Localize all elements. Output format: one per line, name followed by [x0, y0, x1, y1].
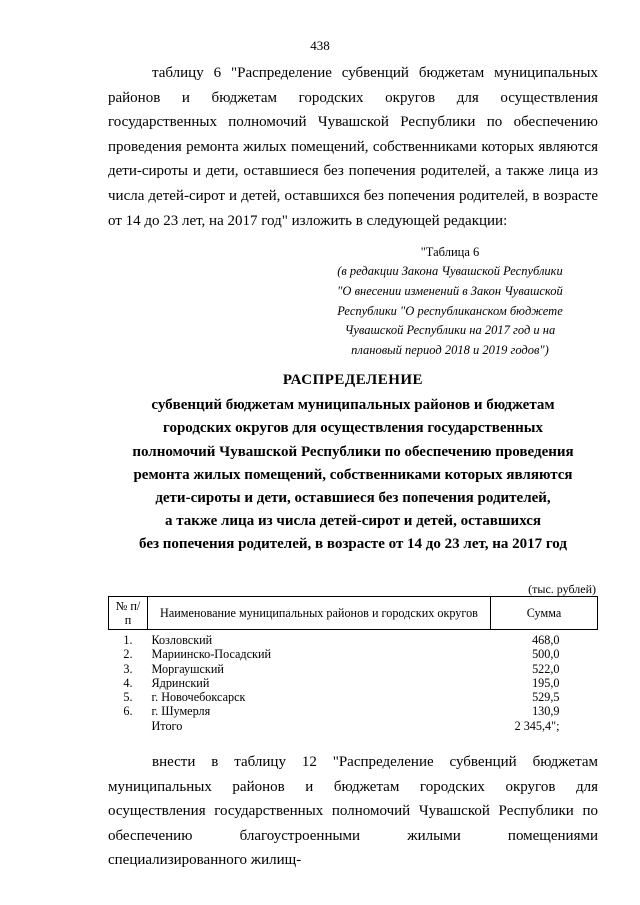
units-label: (тыс. рублей) [528, 582, 596, 596]
page-number: 438 [310, 38, 330, 53]
heading-title: РАСПРЕДЕЛЕНИЕ [282, 372, 424, 388]
row-sum: 500,0 [532, 647, 560, 662]
header-sum: Сумма [491, 597, 598, 630]
table-note-line: "О внесении изменений в Закон Чувашской [337, 283, 563, 298]
row-name: Ядринский [151, 675, 210, 690]
heading-line: без попечения родителей, в возрасте от 14 до 23 лет, на 2017 год [139, 536, 567, 553]
table-row [109, 676, 598, 690]
total-label: Итого [151, 718, 183, 733]
row-name: Моргаушский [151, 661, 224, 676]
row-num: 1. [123, 633, 133, 647]
table-note-line: Чувашской Республики на 2017 год и на [344, 323, 556, 338]
header-num: № п/п [109, 597, 148, 630]
heading-line: субвенций бюджетам муниципальных районов и бюджетам [151, 397, 555, 414]
heading-line: а также лица из числа детей-сирот и детей, оставшихся [164, 513, 542, 530]
row-sum: 195,0 [532, 675, 560, 690]
row-name: г. Новочебоксарск [151, 690, 246, 705]
table-total-row [109, 719, 598, 733]
distribution-table [108, 596, 598, 733]
row-num: 6. [123, 704, 133, 719]
next-paragraph: внести в таблицу 12 "Распределение субвенций бюджетам муниципальных районов и бюджетам городских округов для осуществления государственных полномочий Чувашской Республики по обеспечению благоустроенными жилыми помещениями специализированного жилищ- [108, 754, 598, 869]
table-note-head: "Таблица 6 [420, 245, 480, 259]
table-note-line: (в редакции Закона Чувашской Республики [337, 264, 563, 278]
row-name: Козловский [151, 633, 213, 647]
table-row [109, 704, 598, 718]
table-note-body [300, 262, 600, 361]
header-name: Наименование муниципальных районов и городских округов [148, 597, 491, 630]
table-note-line: Республики "О республиканском бюджете [337, 303, 563, 318]
row-sum: 468,0 [532, 633, 560, 647]
row-num: 4. [123, 675, 133, 690]
intro-paragraph: таблицу 6 "Распределение субвенций бюджетам муниципальных районов и бюджетам городских округов для осуществления государственных полномочий Чувашской Республики по обеспечению проведения ремонта жилых помещений, собственниками которых являются дети-сироты и дети, оставшиеся без попечения родителей, а также лица из числа детей-сирот и детей, оставшихся без попечения родителей, в возрасте от 14 до 23 лет, на 2017 год" изложить в следующей редакции: [108, 65, 598, 229]
total-sum: 2 345,4"; [514, 718, 560, 733]
table-note-line: плановый период 2018 и 2019 годов") [351, 343, 549, 358]
row-name: Мариинско-Посадский [151, 647, 272, 662]
heading-line: ремонта жилых помещений, собственниками которых являются [133, 466, 573, 483]
table-row [109, 690, 598, 704]
row-sum: 522,0 [532, 661, 560, 676]
row-num: 5. [123, 690, 133, 705]
heading-line: городских округов для осуществления государственных [163, 420, 543, 437]
table-header-row [109, 597, 598, 630]
row-num: 3. [123, 661, 133, 676]
row-num: 2. [123, 647, 133, 662]
heading-line: полномочий Чувашской Республики по обеспечению проведения [132, 443, 574, 460]
distribution-heading [108, 369, 598, 557]
heading-line: дети-сироты и дети, оставшиеся без попечения родителей, [155, 490, 551, 507]
table-row [109, 630, 598, 648]
table-row [109, 662, 598, 676]
row-name: г. Шумерля [151, 704, 211, 719]
row-sum: 529,5 [532, 690, 560, 705]
row-sum: 130,9 [532, 704, 560, 719]
table-row [109, 647, 598, 661]
